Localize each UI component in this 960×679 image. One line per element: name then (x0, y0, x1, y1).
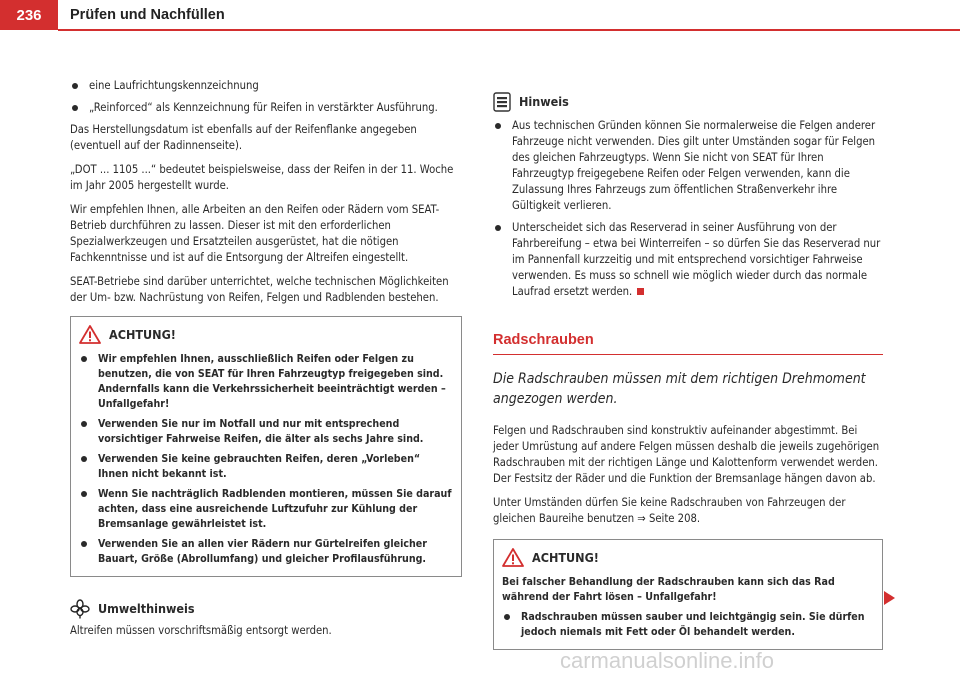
paragraph: Felgen und Radschrauben sind konstruktiv aufeinander abgestimmt. Bei jeder Umrüstung auf andere Felgen müssen deshalb die jeweils zugehörigen Radschrauben mit der richtigen Länge und Kalottenform verwendet werden. Der Festsitz der Räder und die Funktion der Bremsanlage hängen davon ab. (493, 424, 880, 485)
warning-item: Verwenden Sie an allen vier Rädern nur Gürtelreifen gleicher Bauart, Größe (Abrollumfang) und gleicher Profilausführung. (79, 537, 453, 567)
list-item: eine Laufrichtungskennzeichnung (70, 78, 462, 94)
warning-title: ACHTUNG! (79, 325, 453, 344)
bullet-icon (81, 491, 87, 497)
bullet-icon (81, 421, 87, 427)
bullet-icon (495, 225, 501, 231)
paragraph: Wir empfehlen Ihnen, alle Arbeiten an den Reifen oder Rädern vom SEAT-Betrieb durchführen zu lassen. Dieser ist mit den erforderlichen Spezialwerkzeugen und Ersatzteilen ausgerüstet, hat die nötigen Fachkenntnisse und ist auf die Entsorgung der Altreifen eingestellt. (70, 203, 440, 264)
bullet-icon (72, 83, 78, 89)
warning-item: Wir empfehlen Ihnen, ausschließlich Reifen oder Felgen zu benutzen, die von SEAT für Ihren Fahrzeugtyp freigegeben sind. Andernfalls kann die Verkehrssicherheit beeinträchtigt werden – Unfallgefahr! (79, 352, 453, 412)
page-title: Prüfen und Nachfüllen (70, 7, 225, 23)
header-rule (58, 29, 960, 31)
warning-item: Verwenden Sie nur im Notfall und nur mit entsprechend vorsichtiger Fahrweise Reifen, die älter als sechs Jahre sind. (79, 417, 453, 447)
left-column (70, 78, 462, 647)
warning-triangle-icon (502, 548, 524, 567)
right-column (493, 88, 883, 650)
warning-triangle-icon (79, 325, 101, 344)
warning-title: ACHTUNG! (502, 548, 874, 567)
page-reference-link[interactable]: Seite 208. (648, 512, 701, 525)
bullet-icon (81, 541, 87, 547)
page-number: 236 (0, 0, 58, 30)
flower-icon (70, 599, 90, 619)
bullet-icon (81, 356, 87, 362)
warning-item: Radschrauben müssen sauber und leichtgängig sein. Sie dürfen jedoch niemals mit Fett oder Öl behandelt werden. (502, 610, 874, 640)
paragraph: „DOT ... 1105 ...“ bedeutet beispielsweise, dass der Reifen in der 11. Woche im Jahr 2005 hergestellt wurde. (70, 163, 454, 192)
end-mark-icon (637, 288, 644, 295)
watermark: carmanualsonline.info (560, 648, 775, 673)
environment-note-title: Umwelthinweis (70, 599, 462, 619)
note-icon (493, 92, 511, 112)
bullet-icon (495, 123, 501, 129)
environment-note-text: Altreifen müssen vorschriftsmäßig entsorgt werden. (70, 624, 332, 637)
warning-box (70, 316, 462, 577)
page-header (0, 0, 960, 32)
bullet-icon (72, 105, 78, 111)
next-page-arrow-icon (884, 591, 895, 605)
hint-title: Hinweis (493, 92, 883, 112)
warning-text: Bei falscher Behandlung der Radschrauben kann sich das Rad während der Fahrt lösen – Unfallgefahr! (502, 576, 835, 603)
paragraph: Unter Umständen dürfen Sie keine Radschrauben von Fahrzeugen der gleichen Baureihe benutzen ⇒ Seite 208. (493, 496, 846, 525)
warning-item: Verwenden Sie keine gebrauchten Reifen, deren „Vorleben“ Ihnen nicht bekannt ist. (79, 452, 453, 482)
section-heading: Radschrauben (493, 332, 883, 355)
bullet-icon (504, 614, 510, 620)
paragraph: SEAT-Betriebe sind darüber unterrichtet, welche technischen Möglichkeiten der Um- bzw. Nachrüstung von Reifen, Felgen und Radblenden bestehen. (70, 275, 449, 304)
warning-box (493, 539, 883, 650)
warning-item: Wenn Sie nachträglich Radblenden montieren, müssen Sie darauf achten, dass eine ausreichende Luftzufuhr zur Kühlung der Bremsanlage gewährleistet ist. (79, 487, 453, 532)
section-subtitle: Die Radschrauben müssen mit dem richtigen Drehmoment angezogen werden. (493, 371, 866, 407)
hint-item: Unterscheidet sich das Reserverad in seiner Ausführung von der Fahrbereifung – etwa bei Winterreifen – so dürfen Sie das Reserverad nur im Pannenfall kurzzeitig und mit entsprechend vorsichtiger Fahrweise verwenden. Es muss so schnell wie möglich wieder durch das normale Laufrad ersetzt werden. (493, 220, 883, 300)
hint-item: Aus technischen Gründen können Sie normalerweise die Felgen anderer Fahrzeuge nicht verwenden. Dies gilt unter Umständen sogar für Felgen des gleichen Fahrzeugtyps. Wenn Sie nicht von SEAT für Ihren Fahrzeugtyp freigegebene Reifen oder Felgen verwenden, kann die Zulassung Ihres Fahrzeugs zum öffentlichen Straßenverkehr ihre Gültigkeit verlieren. (493, 118, 883, 214)
paragraph: Das Herstellungsdatum ist ebenfalls auf der Reifenflanke angegeben (eventuell auf der Radinnenseite). (70, 123, 417, 152)
bullet-icon (81, 456, 87, 462)
list-item: „Reinforced“ als Kennzeichnung für Reifen in verstärkter Ausführung. (70, 100, 462, 116)
